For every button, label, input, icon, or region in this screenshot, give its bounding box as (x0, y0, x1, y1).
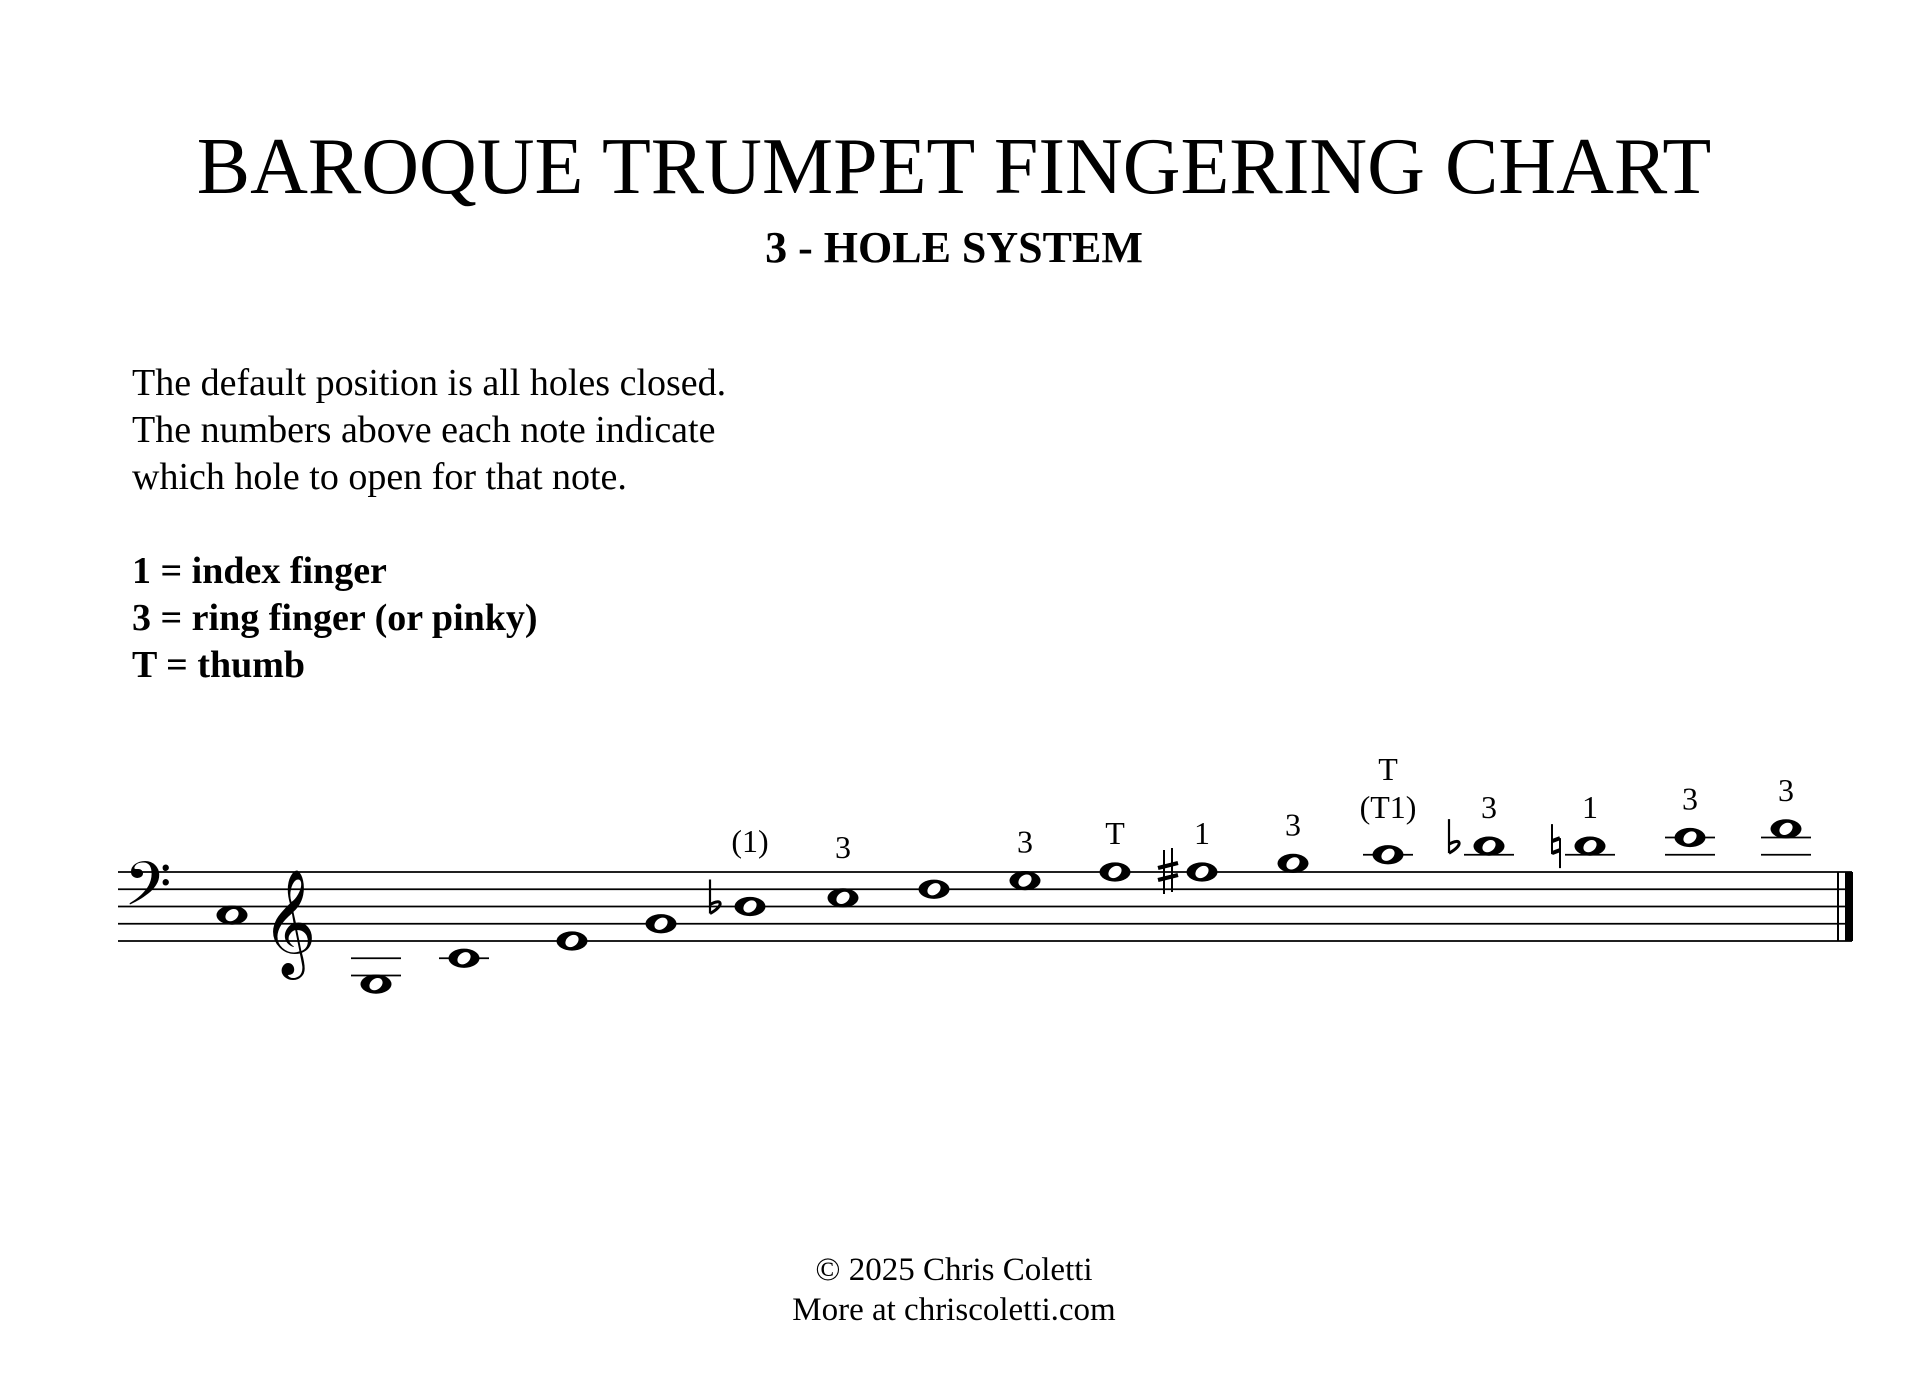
legend-item-index: 1 = index finger (132, 550, 387, 592)
flat-icon (710, 902, 720, 914)
intro-line: which hole to open for that note. (132, 456, 627, 498)
intro-line: The default position is all holes closed. (132, 362, 727, 404)
fingering-label: 1 (1194, 815, 1210, 851)
fingering-label: T (1378, 751, 1398, 787)
legend-item-thumb: T = thumb (132, 644, 306, 686)
fingering-label: (T1) (1359, 789, 1417, 825)
fingering-label: T (1105, 815, 1125, 851)
page-title: BAROQUE TRUMPET FINGERING CHART (196, 123, 1712, 211)
natural-icon (1552, 838, 1560, 841)
fingering-label: 3 (835, 829, 851, 865)
legend-item-ring: 3 = ring finger (or pinky) (132, 597, 538, 639)
sharp-icon (1158, 863, 1178, 868)
footer (0, 1250, 1908, 1330)
flat-icon (1449, 841, 1459, 853)
barline-thick (1845, 872, 1853, 941)
page-subtitle: 3 - HOLE SYSTEM (765, 223, 1143, 272)
copyright-text: © 2025 Chris Coletti (815, 1252, 1093, 1288)
fingering-label: (1) (731, 823, 769, 859)
intro-line: The numbers above each note indicate (132, 409, 716, 451)
fingering-label: 3 (1017, 823, 1033, 860)
fingering-label: 1 (1582, 789, 1598, 826)
fingering-label: 3 (1285, 806, 1301, 843)
treble-clef-icon: 𝄞 (262, 868, 317, 975)
website-text: More at chriscoletti.com (792, 1292, 1116, 1328)
bass-clef-icon: 𝄢 (124, 849, 172, 935)
natural-icon (1552, 850, 1560, 853)
fingering-label: 3 (1778, 771, 1794, 808)
fingering-label: 3 (1682, 780, 1698, 817)
fingering-label: 3 (1481, 789, 1497, 826)
sharp-icon (1158, 875, 1178, 880)
